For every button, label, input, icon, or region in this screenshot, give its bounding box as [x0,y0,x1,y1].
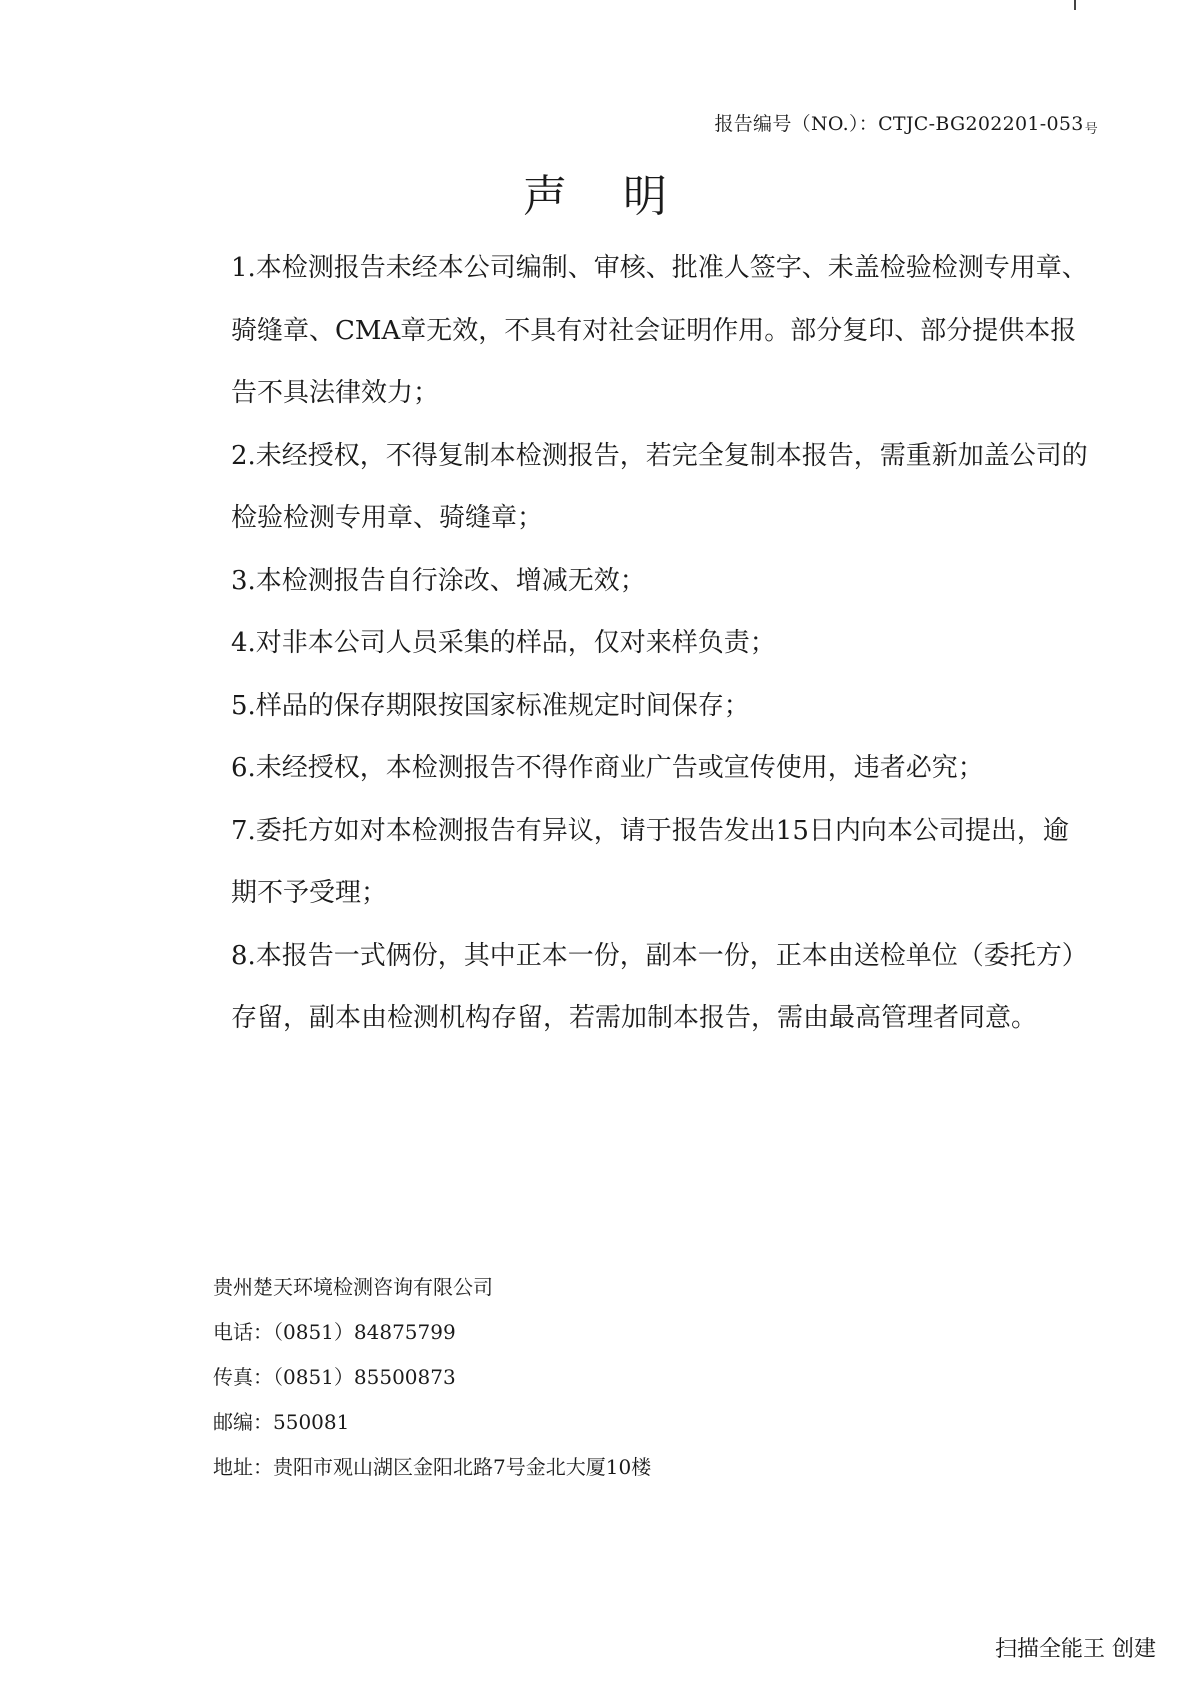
report-number-suffix: 号 [1084,122,1098,137]
clause-4: 4.对非本公司人员采集的样品，仅对来样负责； [231,628,776,658]
company-contact-block [213,1265,651,1490]
clause-1: 1.本检测报告未经本公司编制、审核、批准人签字、未盖检验检测专用章、骑缝章、CMA章无效，不具有对社会证明作用。部分复印、部分提供本报告不具法律效力； [231,253,1088,408]
clause-7: 7.委托方如对本检测报告有异议，请于报告发出15日内向本公司提出，逾期不予受理； [231,815,1069,908]
clause-5: 5.样品的保存期限按国家标准规定时间保存； [231,690,750,721]
page-edge-mark [1074,0,1076,10]
declaration-clauses [231,237,1091,1050]
scanner-watermark: 扫描全能王 创建 [995,1637,1156,1662]
company-address: 地址：贵阳市观山湖区金阳北路7号金北大厦10楼 [213,1455,652,1479]
company-postcode: 邮编：550081 [213,1410,350,1434]
clause-6: 6.未经授权，本检测报告不得作商业广告或宣传使用，违者必究； [231,753,984,783]
page-title: 声明 [523,171,723,222]
report-number [714,109,1098,137]
company-phone: 电话：（0851）84875799 [213,1320,456,1344]
clause-2: 2.未经授权，不得复制本检测报告，若完全复制本报告，需重新加盖公司的检验检测专用章、骑缝章； [231,440,1088,533]
report-number-text: 报告编号（NO.）：CTJC-BG202201-053 [714,113,1084,135]
clause-3: 3.本检测报告自行涂改、增减无效； [231,565,646,596]
clause-8: 8.本报告一式俩份，其中正本一份，副本一份，正本由送检单位（委托方）存留，副本由检测机构存留，若需加制本报告，需由最高管理者同意。 [231,940,1088,1033]
company-name: 贵州楚天环境检测咨询有限公司 [213,1275,493,1299]
company-fax: 传真：（0851）85500873 [213,1365,456,1389]
